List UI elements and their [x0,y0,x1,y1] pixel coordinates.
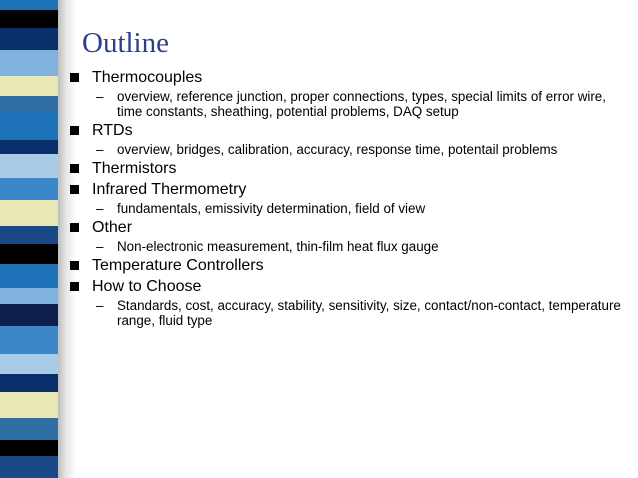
stripe-block [0,264,58,288]
stripe-block [0,374,58,392]
stripe-block [0,154,58,178]
outline-subitem-text: Non-electronic measurement, thin-film heat flux gauge [117,239,439,254]
stripe-block [0,418,58,440]
stripe-block [0,76,58,96]
stripe-block [0,244,58,264]
stripe-block [0,0,58,10]
outline-subitem-text: overview, bridges, calibration, accuracy, response time, potentail problems [117,142,558,157]
outline-list [70,68,626,330]
outline-item-label: Temperature Controllers [92,257,264,274]
dash-bullet-icon: – [96,201,104,216]
outline-item [70,159,626,179]
outline-item [70,256,626,276]
outline-subitem [70,142,626,157]
outline-item [70,218,626,238]
stripe-block [0,96,58,112]
stripe-block [0,288,58,304]
dash-bullet-icon: – [96,239,104,254]
outline-subitem [70,89,626,119]
outline-item [70,277,626,297]
outline-subitem [70,298,626,328]
decorative-color-stripe [0,0,58,478]
stripe-block [0,10,58,28]
stripe-block [0,50,58,76]
stripe-block [0,178,58,200]
stripe-block [0,140,58,154]
stripe-block [0,28,58,50]
outline-item [70,68,626,88]
dash-bullet-icon: – [96,298,104,313]
stripe-block [0,392,58,418]
square-bullet-icon [70,185,79,194]
stripe-block [0,226,58,244]
outline-item-label: RTDs [92,122,133,139]
stripe-block [0,304,58,326]
outline-subitem [70,201,626,216]
outline-subitem-text: overview, reference junction, proper connections, types, special limits of error wire, time constants, sheathing, potential problems, DAQ setup [117,89,606,119]
stripe-block [0,326,58,354]
outline-item-label: Thermistors [92,160,177,177]
square-bullet-icon [70,282,79,291]
square-bullet-icon [70,164,79,173]
stripe-block [0,456,58,478]
square-bullet-icon [70,73,79,82]
stripe-block [0,440,58,456]
dash-bullet-icon: – [96,142,104,157]
outline-item-label: How to Choose [92,278,202,295]
outline-subitem-text: fundamentals, emissivity determination, field of view [117,201,426,216]
square-bullet-icon [70,261,79,270]
dash-bullet-icon: – [96,89,104,104]
outline-subitem-text: Standards, cost, accuracy, stability, sensitivity, size, contact/non-contact, temperature range, fluid type [117,298,621,328]
outline-item-label: Thermocouples [92,69,203,86]
stripe-block [0,112,58,140]
outline-item [70,180,626,200]
stripe-block [0,354,58,374]
outline-item-label: Other [92,219,133,236]
outline-item-label: Infrared Thermometry [92,181,247,198]
square-bullet-icon [70,126,79,135]
slide-title: Outline [82,27,169,59]
square-bullet-icon [70,223,79,232]
outline-subitem [70,239,626,254]
outline-item [70,121,626,141]
stripe-block [0,200,58,226]
